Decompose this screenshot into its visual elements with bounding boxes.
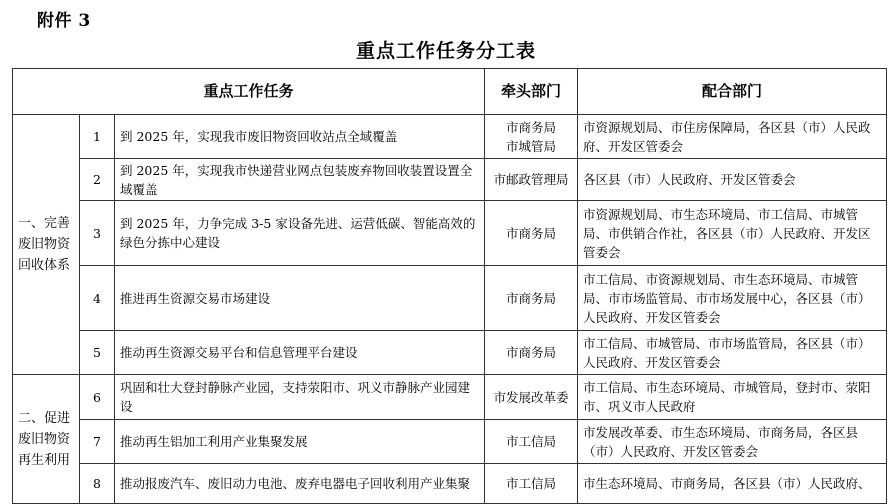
task-assignment-table [12,68,887,504]
task-cell: 到 2025 年，力争完成 3-5 家设备先进、运营低碳、智能高效的绿色分拣中心建设 [115,201,485,266]
document-title: 重点工作任务分工表 [355,40,536,62]
row-number: 8 [80,464,115,504]
row-number: 5 [80,331,115,375]
task-cell: 巩固和壮大登封静脉产业园，支持荥阳市、巩义市静脉产业园建设 [115,375,485,420]
partner-dept-cell: 市工信局、市资源规划局、市生态环境局、市城管局、市市场监管局、市市场发展中心，各区县（市）人民政府、开发区管委会 [578,266,887,331]
lead-dept-cell: 市商务局 [485,266,578,331]
row-number: 7 [80,420,115,464]
table-row [13,266,887,331]
table-row [13,331,887,375]
category-cell [13,115,80,375]
category-label: 二、促进废旧物资再生利用 [18,410,71,468]
task-cell: 推动报废汽车、废旧动力电池、废弃电器电子回收利用产业集聚 [115,464,485,504]
row-number: 3 [80,201,115,266]
partner-dept-cell: 市资源规划局、市住房保障局，各区县（市）人民政府、开发区管委会 [578,115,887,159]
lead-dept-cell: 市工信局 [485,464,578,504]
attachment-label: 附件 3 [37,11,91,31]
table-row [13,375,887,420]
lead-dept-cell: 市工信局 [485,420,578,464]
column-header-task: 重点工作任务 [13,69,485,115]
lead-dept-cell: 市商务局 [485,201,578,266]
partner-dept-cell: 市生态环境局、市商务局，各区县（市）人民政府、 [578,464,887,504]
task-cell: 到 2025 年，实现我市快递营业网点包装废弃物回收装置设置全域覆盖 [115,159,485,201]
partner-dept-cell: 市工信局、市生态环境局、市城管局，登封市、荥阳市、巩义市人民政府 [578,375,887,420]
lead-dept-line: 市商务局 [505,119,556,135]
category-cell [13,375,80,504]
partner-dept-cell: 市发展改革委、市生态环境局、市商务局，各区县（市）人民政府、开发区管委会 [578,420,887,464]
lead-dept-cell: 市发展改革委 [485,375,578,420]
partner-dept-cell: 市工信局、市城管局、市市场监管局，各区县（市）人民政府、开发区管委会 [578,331,887,375]
row-number: 4 [80,266,115,331]
table-row [13,159,887,201]
row-number: 6 [80,375,115,420]
category-label: 一、完善废旧物资回收体系 [18,216,71,273]
lead-dept-cell: 市商务局 [485,331,578,375]
task-cell: 推进再生资源交易市场建设 [115,266,485,331]
partner-dept-cell: 各区县（市）人民政府、开发区管委会 [578,159,887,201]
row-number: 1 [80,115,115,159]
lead-dept-line: 市城管局 [505,138,556,154]
table-row [13,420,887,464]
row-number: 2 [80,159,115,201]
column-header-lead: 牵头部门 [485,69,578,115]
table-row [13,201,887,266]
lead-dept-cell [485,115,578,159]
task-cell: 到 2025 年，实现我市废旧物资回收站点全域覆盖 [115,115,485,159]
column-header-partners: 配合部门 [578,69,887,115]
table-header-row [13,69,887,115]
task-cell: 推动再生资源交易平台和信息管理平台建设 [115,331,485,375]
partner-dept-cell: 市资源规划局、市生态环境局、市工信局、市城管局、市供销合作社，各区县（市）人民政府、开发区管委会 [578,201,887,266]
table-row [13,115,887,159]
lead-dept-cell: 市邮政管理局 [485,159,578,201]
table-row [13,464,887,504]
task-cell: 推动再生铝加工利用产业集聚发展 [115,420,485,464]
